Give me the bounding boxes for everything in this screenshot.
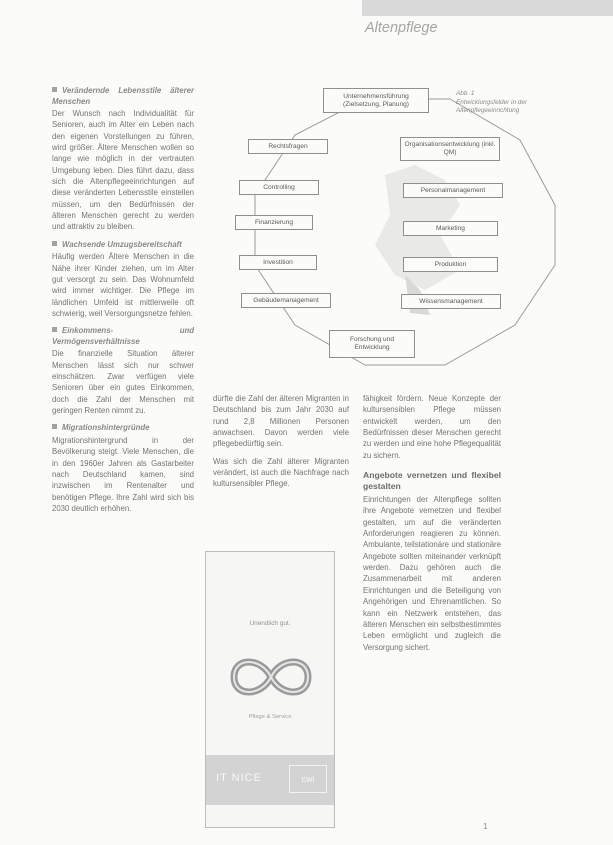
square-bullet-icon: [52, 87, 57, 92]
square-bullet-icon: [52, 424, 57, 429]
figure-caption: Abb. 1 Entwicklungsfelder in der Altenpflegeeinrichtung: [456, 90, 528, 114]
paragraph: Einrichtungen der Altenpflege sollten ihre Angebote vernetzen und flexibel gestalten, um auf die veränderten Anforderungen reagieren zu können. Ambulante, teilstationäre und stationäre Angebote sollten miteinander verknüpft werden. Dazu gehören auch die Zusammenarbeit mit anderen Einrichtungen und die Beteiligung von Angehörigen und Ehrenamtlichen. So kann ein Netzwerk entstehen, das älteren Menschen ein selbstbestimmtes Leben ermöglicht und zugleich die Versorgung sichert.: [363, 495, 501, 652]
page-title: Altenpflege: [365, 20, 438, 36]
text-column-2: [213, 393, 349, 490]
paragraph: Migrationshintergrund in der Bevölkerung steigt. Viele Menschen, die in den 1960er Jahren als Gastarbeiter nach Deutschland kamen, sind inzwischen im Rentenalter und benötigen Pflege. Ihre Zahl wird sich bis 2030 deutlich erhöhen.: [52, 435, 194, 513]
box-personalmanagement: Personalmanagement: [403, 183, 503, 198]
box-unternehmensfuehrung: Unternehmensführung (Zielsetzung, Planung): [323, 88, 429, 113]
infinity-icon: [226, 647, 316, 707]
paragraph: Was sich die Zahl älterer Migranten verändert, ist auch die Nachfrage nach kultursensibler Pflege.: [213, 456, 349, 489]
paragraph: fähigkeit fördern. Neue Konzepte der kultursensiblen Pflege müssen entwickelt werden, um den Bedürfnissen dieser Menschen gerecht zu werden und eine hohe Pflegequalität zu sichern.: [363, 394, 501, 460]
box-organisationsentwicklung: Organisationsentwicklung (inkl. QM): [400, 137, 500, 161]
section-heading: Einkommens- und Vermögensverhältnisse: [52, 326, 194, 346]
square-bullet-icon: [52, 241, 57, 246]
text-column-3: [363, 393, 501, 653]
ad-brand-name: IT NICE: [216, 772, 262, 784]
ad-logo: cwi: [289, 765, 327, 793]
ad-headline: Unendlich gut.: [249, 620, 291, 627]
advertisement: [205, 551, 335, 828]
section-heading: Migrationshintergründe: [52, 423, 194, 434]
ad-subline: Pflege & Service: [248, 714, 292, 720]
box-forschung-entwicklung: Forschung und Entwicklung: [329, 330, 415, 358]
paragraph: Die finanzielle Situation älterer Menschen lässt sich nur schwer einschätzen. Zwar verfügen viele Senioren über ein gutes Einkommen, doch die Zahl der Menschen mit geringen Renten nimmt zu.: [52, 349, 194, 416]
box-wissensmanagement: Wissensmanagement: [401, 294, 501, 309]
section-heading: Verändernde Lebensstile älterer Menschen: [52, 86, 194, 106]
header-band: [362, 0, 613, 16]
box-rechtsfragen: Rechtsfragen: [248, 139, 328, 154]
square-bullet-icon: [52, 327, 57, 332]
page-number: 1: [483, 822, 488, 831]
section-heading: Wachsende Umzugsbereitschaft: [52, 240, 194, 251]
box-investition: Investition: [239, 255, 317, 270]
box-marketing: Marketing: [403, 221, 498, 236]
box-gebaeudemanagement: Gebäudemanagement: [241, 293, 331, 308]
box-finanzierung: Finanzierung: [235, 215, 313, 230]
box-controlling: Controlling: [239, 180, 319, 195]
development-fields-diagram: [215, 85, 590, 385]
text-column-1: [52, 86, 194, 514]
paragraph: Häufig werden Ältere Menschen in die Nähe ihrer Kinder ziehen, um im Alter gut versorgt zu sein. Das Wohnumfeld wird immer wichtiger. Die Pflege im ländlichen Umfeld ist mittlerweile oft schwierig, weil Versorgungsnetze fehlen.: [52, 252, 194, 318]
section-heading: Angebote vernetzen und flexibel gestalten: [363, 470, 501, 492]
box-produktion: Produktion: [403, 257, 498, 272]
paragraph: dürfte die Zahl der älteren Migranten in Deutschland bis zum Jahr 2030 auf rund 2,8 Millionen Personen anwachsen. Davon werden viele pflegebedürftig sein.: [213, 394, 349, 449]
paragraph: Der Wunsch nach Individualität für Senioren, auch im Alter ein Leben nach den eigenen Vorstellungen zu führen, wird größer. Ältere Menschen wollen so lange wie möglich in der vertrauten Umgebung leben. Dies führt dazu, dass sich die Altenpflegeeinrichtungen auf diese veränderten Lebensstile einstellen müssen, um den Bedürfnissen der älteren Menschen gerecht zu werden und attraktiv zu bleiben.: [52, 109, 194, 232]
